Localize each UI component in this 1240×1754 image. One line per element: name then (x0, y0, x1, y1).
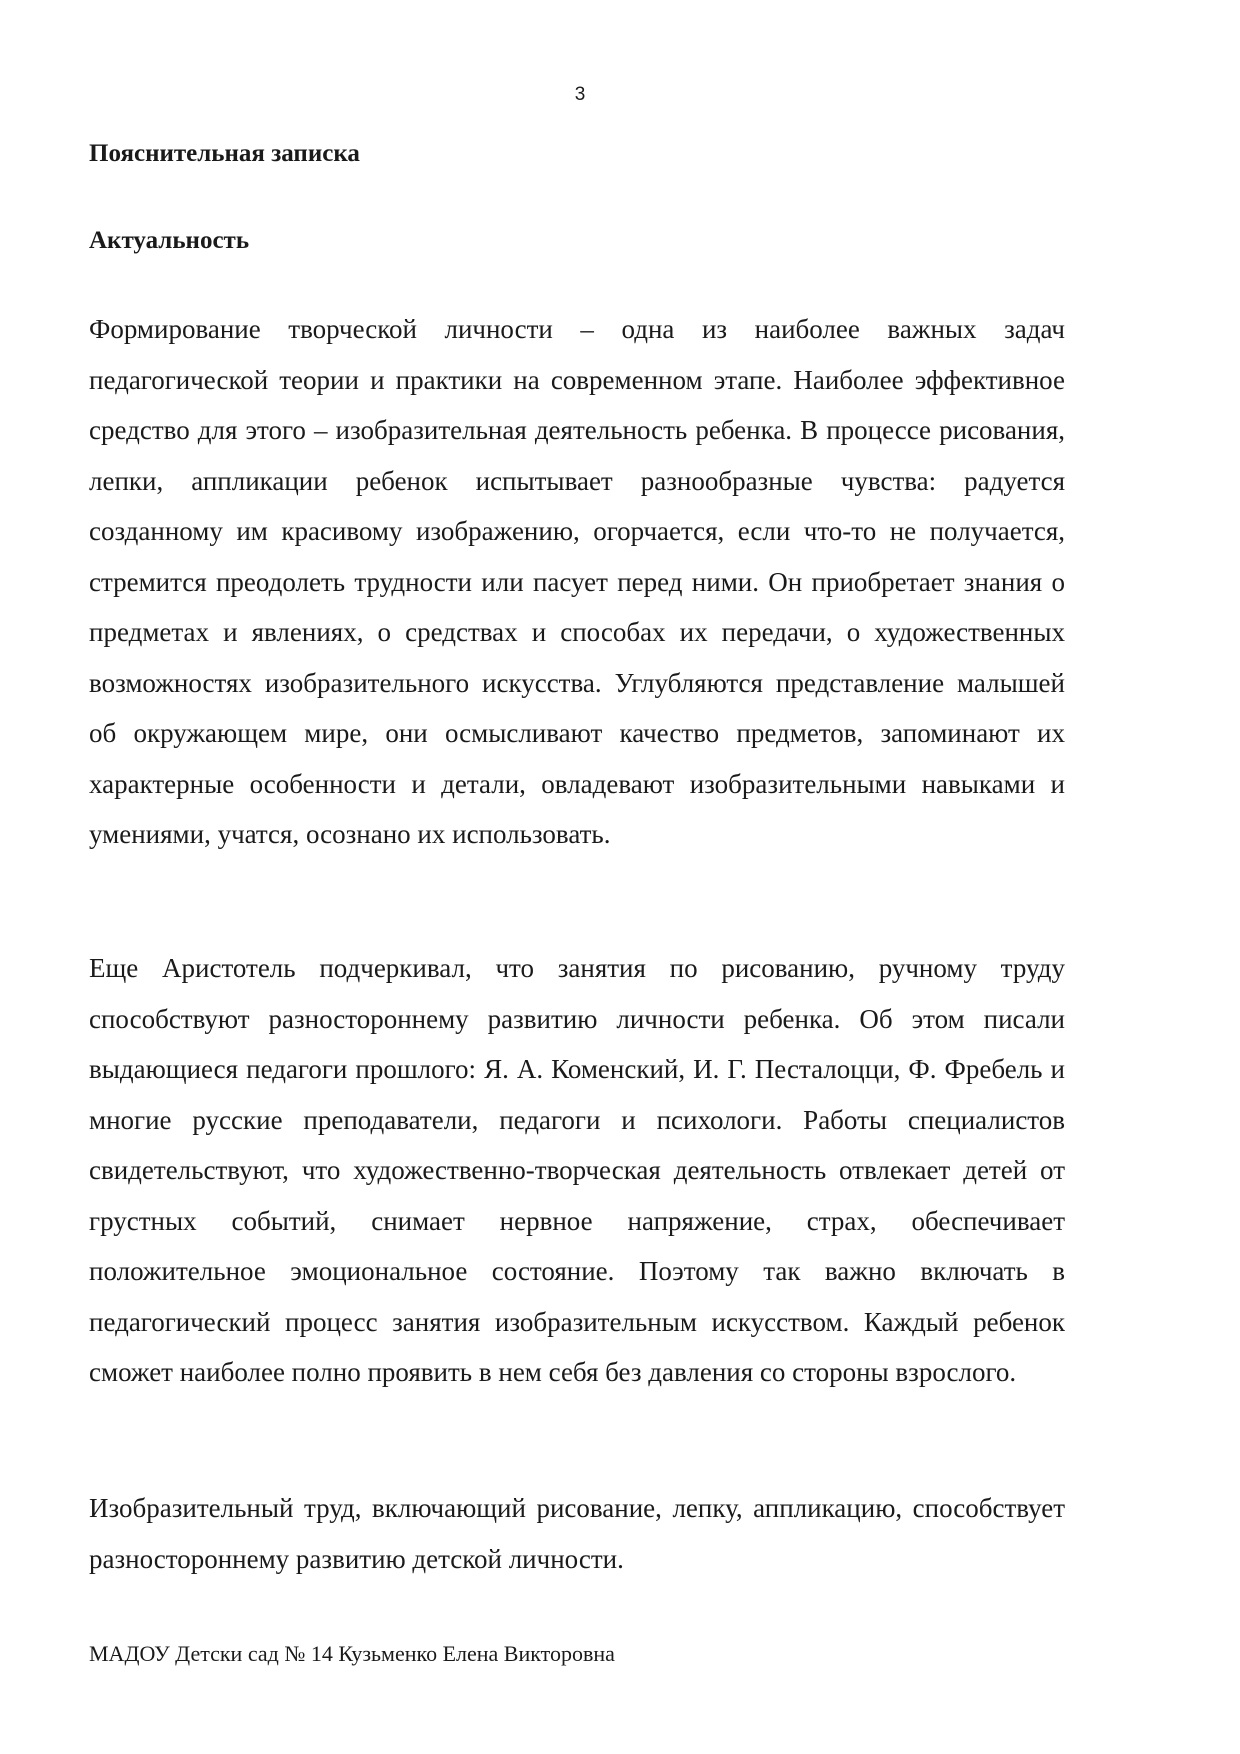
section-heading: Актуальность (89, 227, 250, 254)
document-title: Пояснительная записка (89, 140, 360, 167)
body-paragraph: Формирование творческой личности – одна из наиболее важных задач педагогической теории и практики на современном этапе. Наиболее эффективное средство для этого – изобразительная деятельность ребенка. В процессе рисования, лепки, аппликации ребенок испытывает разнообразные чувства: радуется созданному им красивому изображению, огорчается, если что-то не получается, стремится преодолеть трудности или пасует перед ними. Он приобретает знания о предметах и явлениях, о средствах и способах их передачи, о художественных возможностях изобразительного искусства. Углубляются представление малышей об окружающем мире, они осмысливают качество предметов, запоминают их характерные особенности и детали, овладевают изобразительными навыками и умениями, учатся, осознано их использовать. (89, 314, 1065, 849)
body-paragraph: Изобразительный труд, включающий рисование, лепку, аппликацию, способствует разностороннему развитию детской личности. (89, 1493, 1065, 1574)
page-footer: МАДОУ Детски сад № 14 Кузьменко Елена Викторовна (89, 1641, 615, 1666)
body-paragraph: Еще Аристотель подчеркивал, что занятия по рисованию, ручному труду способствуют разностороннему развитию личности ребенка. Об этом писали выдающиеся педагоги прошлого: Я. А. Коменский, И. Г. Песталоцци, Ф. Фребель и многие русские преподаватели, педагоги и психологи. Работы специалистов свидетельствуют, что художественно-творческая деятельность отвлекает детей от грустных событий, снимает нервное напряжение, страх, обеспечивает положительное эмоциональное состояние. Поэтому так важно включать в педагогический процесс занятия изобразительным искусством. Каждый ребенок сможет наиболее полно проявить в нем себя без давления со стороны взрослого. (89, 953, 1065, 1387)
page-number: 3 (574, 84, 586, 105)
